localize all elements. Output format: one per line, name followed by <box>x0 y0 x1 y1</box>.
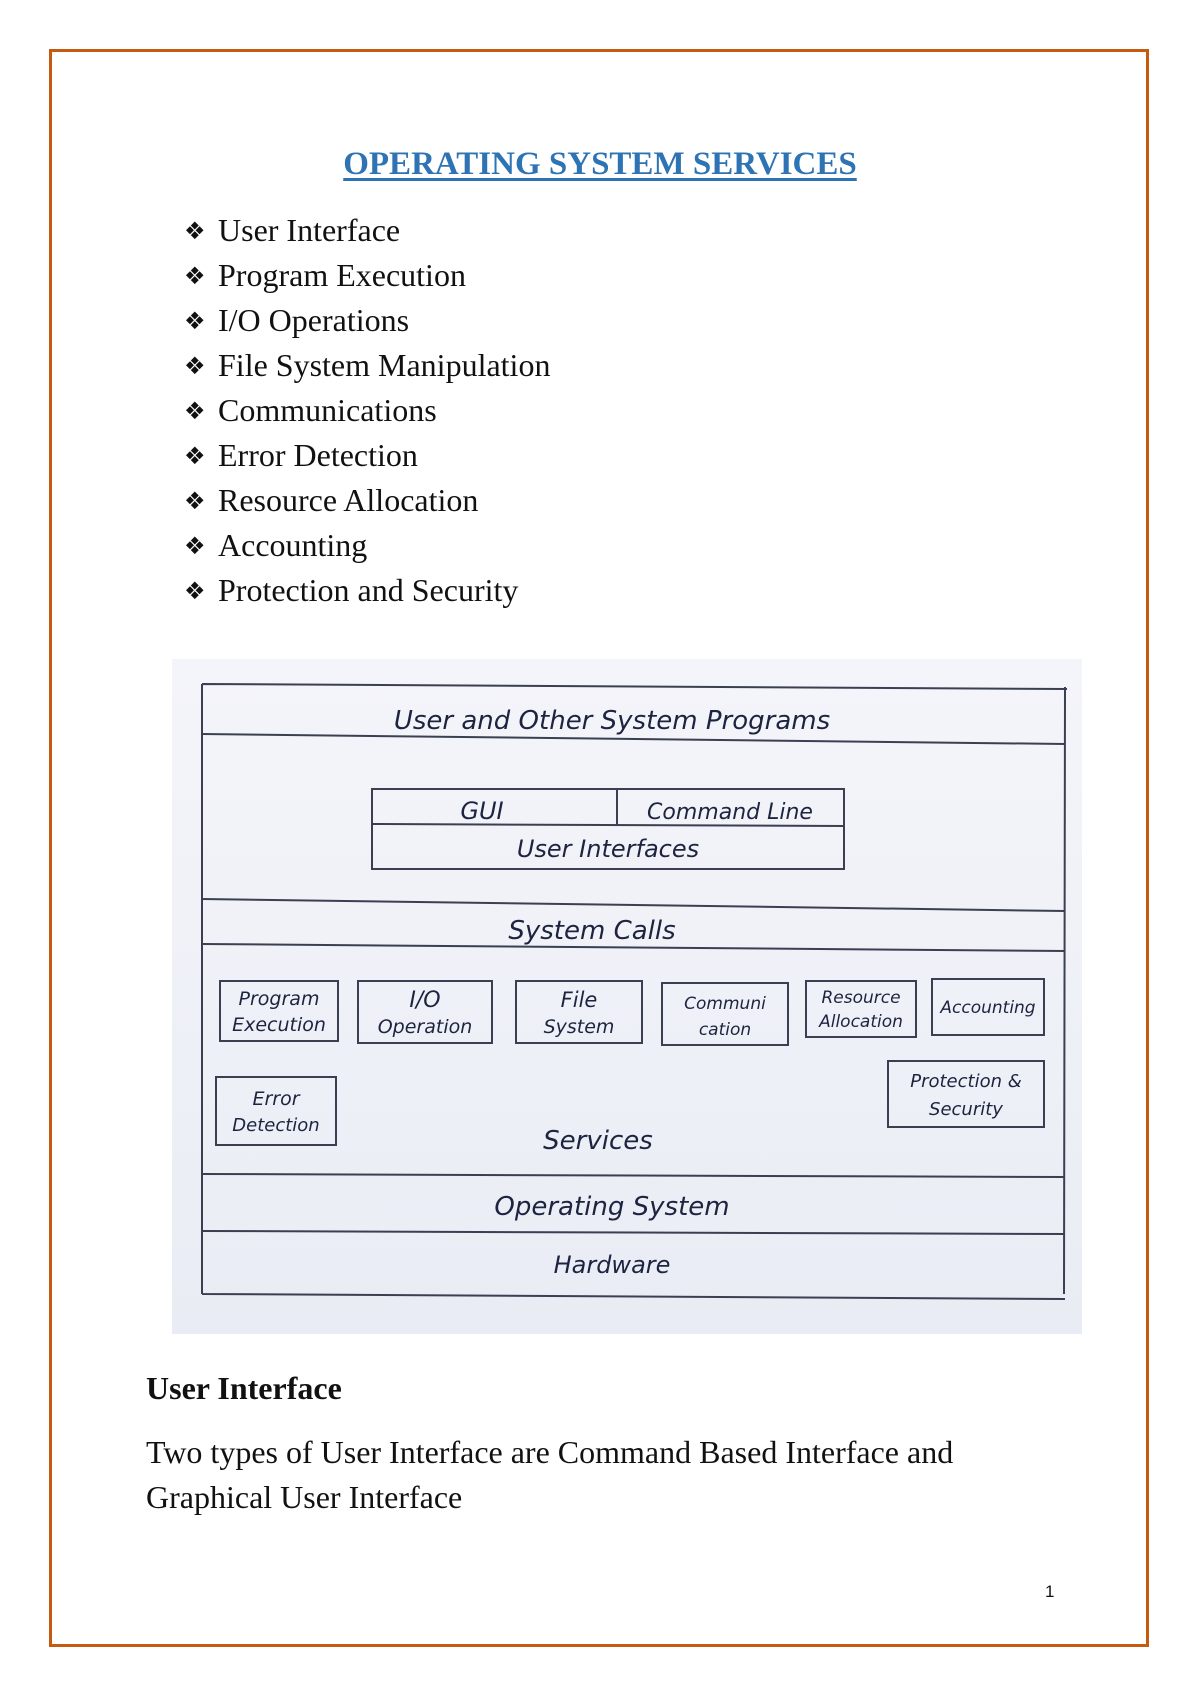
list-item <box>184 478 550 523</box>
services-list <box>184 208 550 613</box>
diamond-bullet-icon: ❖ <box>184 442 206 470</box>
list-item <box>184 343 550 388</box>
hardware-label: Hardware <box>553 1251 671 1279</box>
command-line-label: Command Line <box>647 800 813 825</box>
diamond-bullet-icon: ❖ <box>184 217 206 245</box>
gui-label: GUI <box>460 797 504 825</box>
section-heading: User Interface <box>146 1370 342 1406</box>
io-operation-label-1: I/O <box>409 988 441 1013</box>
accounting-label: Accounting <box>940 998 1036 1018</box>
list-item <box>184 433 550 478</box>
services-label: Services <box>543 1126 653 1156</box>
page-number: 1 <box>1045 1582 1055 1601</box>
list-item-text: User Interface <box>218 212 401 248</box>
diamond-bullet-icon: ❖ <box>184 307 206 335</box>
list-item-text: Resource Allocation <box>218 482 479 518</box>
page-title-text: OPERATING SYSTEM SERVICES <box>343 146 857 182</box>
protection-security-label-2: Security <box>929 1099 1003 1120</box>
list-item-text: Communications <box>218 392 437 428</box>
page-title <box>0 146 1200 183</box>
program-execution-label-2: Execution <box>232 1014 326 1036</box>
error-detection-label-1: Error <box>252 1088 300 1110</box>
communication-label-2: cation <box>698 1020 752 1040</box>
list-item-text: I/O Operations <box>218 302 410 338</box>
diamond-bullet-icon: ❖ <box>184 577 206 605</box>
diamond-bullet-icon: ❖ <box>184 487 206 515</box>
os-services-diagram <box>172 659 1082 1334</box>
list-item <box>184 298 550 343</box>
list-item <box>184 253 550 298</box>
error-detection-label-2: Detection <box>232 1115 320 1136</box>
list-item-text: Accounting <box>218 527 368 563</box>
list-item-text: Error Detection <box>218 437 418 473</box>
resource-allocation-label-2: Allocation <box>819 1012 903 1032</box>
list-item-text: Protection and Security <box>218 572 519 608</box>
user-interfaces-label: User Interfaces <box>516 835 700 863</box>
system-calls-label: System Calls <box>508 916 676 946</box>
diamond-bullet-icon: ❖ <box>184 352 206 380</box>
list-item-text: File System Manipulation <box>218 347 551 383</box>
io-operation-label-2: Operation <box>377 1016 473 1038</box>
list-item-text: Program Execution <box>218 257 466 293</box>
operating-system-label: Operating System <box>494 1192 730 1222</box>
list-item <box>184 388 550 433</box>
list-item <box>184 208 550 253</box>
list-item <box>184 523 550 568</box>
diamond-bullet-icon: ❖ <box>184 532 206 560</box>
diamond-bullet-icon: ❖ <box>184 262 206 290</box>
protection-security-label-1: Protection & <box>910 1071 1022 1092</box>
program-execution-label-1: Program <box>238 988 320 1010</box>
os-services-diagram-photo <box>172 659 1082 1334</box>
communication-label-1: Communi <box>684 994 766 1014</box>
list-item <box>184 568 550 613</box>
layer-user-programs: User and Other System Programs <box>393 706 831 736</box>
file-system-label-2: System <box>543 1016 615 1038</box>
resource-allocation-label-1: Resource <box>821 988 901 1008</box>
diamond-bullet-icon: ❖ <box>184 397 206 425</box>
file-system-label-1: File <box>560 988 598 1012</box>
paragraph: Two types of User Interface are Command Based Interface and Graphical User Interface <box>146 1434 954 1515</box>
